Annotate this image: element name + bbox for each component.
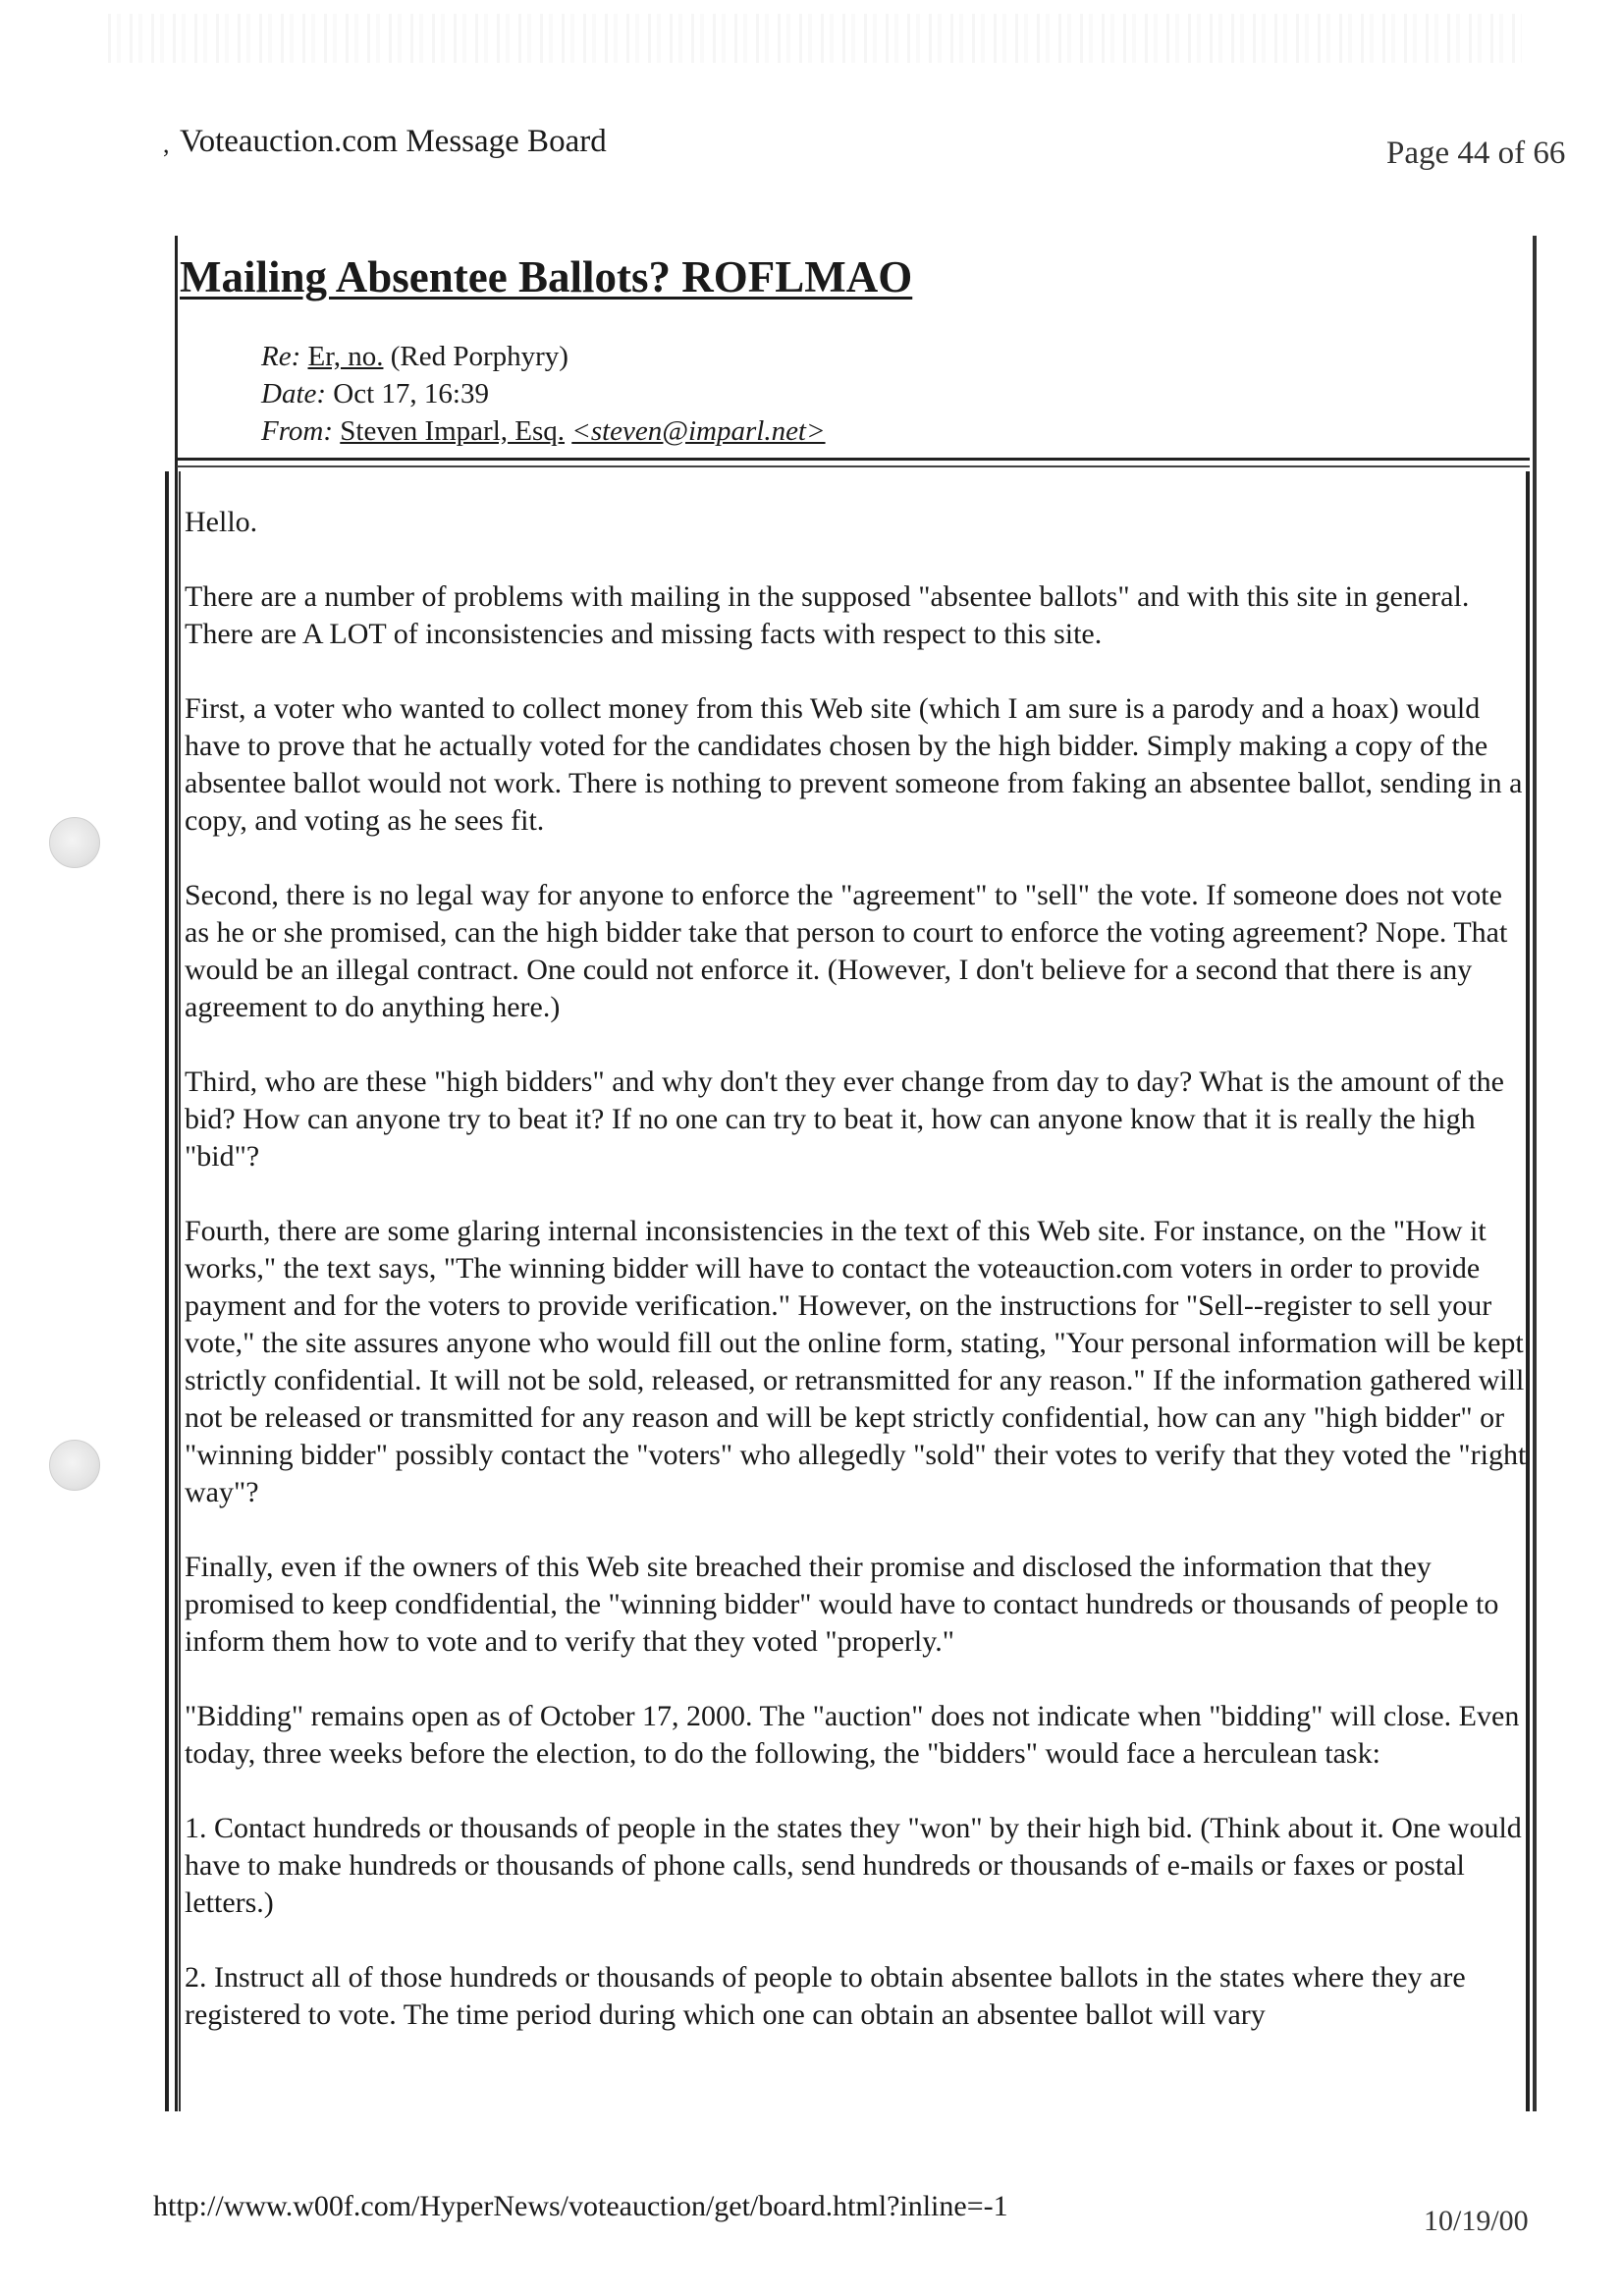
message-body — [185, 504, 1530, 2071]
re-link[interactable]: Er, no. — [307, 341, 384, 372]
header-divider — [177, 465, 1530, 467]
board-title: Voteauction.com Message Board — [180, 124, 607, 159]
paragraph: There are a number of problems with mailing in the supposed "absentee ballots" and with this site in general. There are A LOT of inconsistencies and missing facts with respect to this site. — [185, 580, 1470, 650]
header-divider — [177, 458, 1530, 461]
paragraph: First, a voter who wanted to collect money from this Web site (which I am sure is a parody and a hoax) would have to prove that he actually voted for the candidates chosen by the high bidder. Simply making a copy of the absentee ballot would not work. There is nothing to prevent someone from faking an absentee ballot, sending in a copy, and voting as he sees fit. — [185, 692, 1523, 837]
from-label: From: — [261, 415, 334, 447]
paragraph: Hello. — [185, 506, 258, 538]
from-email-link[interactable]: <steven@imparl.net> — [571, 415, 826, 447]
re-label: Re: — [261, 341, 301, 372]
scan-mark: , — [163, 130, 170, 158]
footer-url: http://www.w00f.com/HyperNews/voteauction/get/board.html?inline=-1 — [153, 2190, 1008, 2222]
paragraph: 2. Instruct all of those hundreds or thousands of people to obtain absentee ballots in the states where they are registered to vote. The time period during which one can obtain an absentee ballot will vary — [185, 1961, 1466, 2031]
date-value: Oct 17, 16:39 — [333, 378, 489, 410]
paragraph: "Bidding" remains open as of October 17, 2000. The "auction" does not indicate when "bidding" will close. Even today, three weeks before the election, to do the following, the "bidders" would face a herculean task: — [185, 1700, 1520, 1770]
message-box-inner-border — [179, 471, 181, 2111]
paragraph: Second, there is no legal way for anyone to enforce the "agreement" to "sell" the vote. If someone does not vote as he or she promised, can the high bidder take that person to court to enforce the voting agreement? Nope. That would be an illegal contract. One could not enforce it. (However, I don't believe for a second that there is any agreement to do anything here.) — [185, 879, 1508, 1023]
date-label: Date: — [261, 378, 327, 410]
paragraph: Third, who are these "high bidders" and why don't they ever change from day to day? What is the amount of the bid? How can anyone try to beat it? If no one can try to beat it, how can anyone know that it is really the high "bid"? — [185, 1066, 1504, 1173]
paragraph: Fourth, there are some glaring internal inconsistencies in the text of this Web site. For instance, on the "How it works," the text says, "The winning bidder will have to contact the voteauction.com voters in order to provide payment and for the voters to provide verification." However, on the instructions for "Sell--register to sell your vote," the site assures anyone who would fill out the online form, stating, "Your personal information will be kept strictly confidential. It will not be sold, released, or retransmitted for any reason." If the information gathered will not be released or transmitted for any reason and will be kept strictly confidential, how can any "high bidder" or "winning bidder" possibly contact the "voters" who allegedly "sold" their votes to verify that they voted the "right way"? — [185, 1215, 1527, 1508]
re-author: (Red Porphyry) — [390, 341, 568, 372]
binder-hole — [49, 1440, 100, 1491]
binder-hole — [49, 817, 100, 868]
page-indicator: Page 44 of 66 — [1386, 136, 1566, 171]
paragraph: Finally, even if the owners of this Web site breached their promise and disclosed the information that they promised to keep condfidential, the "winning bidder" would have to contact hundreds or thousands of people to inform them how to vote and to verify that they voted "properly." — [185, 1551, 1499, 1658]
scan-artifact-strip — [108, 14, 1522, 63]
footer-date: 10/19/00 — [1424, 2205, 1529, 2237]
meta-re — [261, 341, 568, 373]
meta-date — [261, 378, 489, 410]
meta-from — [261, 415, 826, 448]
from-name-link[interactable]: Steven Imparl, Esq. — [340, 415, 566, 447]
paragraph: 1. Contact hundreds or thousands of people in the states they "won" by their high bid. (Think about it. One would have to make hundreds or thousands of phone calls, send hundreds or thousands of e-mails or faxes or postal letters.) — [185, 1812, 1522, 1919]
article-title: Mailing Absentee Ballots? ROFLMAO — [180, 252, 913, 301]
